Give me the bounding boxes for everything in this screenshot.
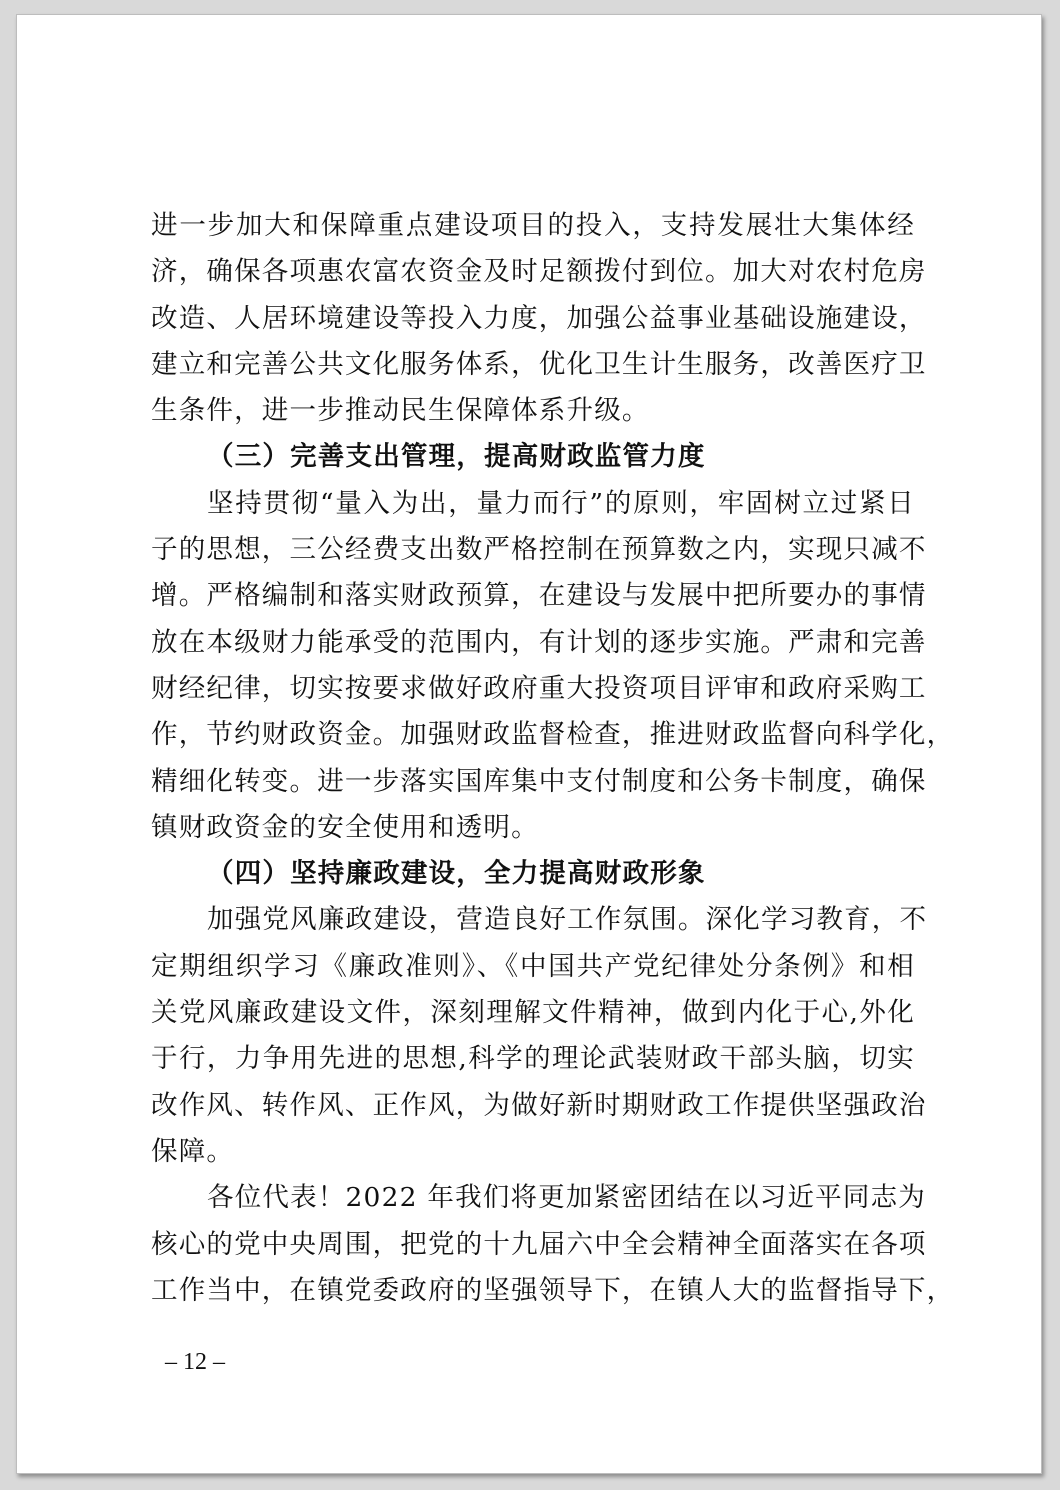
- text-line: 增。严格编制和落实财政预算，在建设与发展中把所要办的事情: [151, 580, 927, 612]
- text-line: 生条件，进一步推动民生保障体系升级。: [151, 395, 650, 427]
- text-line: 作，节约财政资金。加强财政监督检查，推进财政监督向科学化，: [151, 719, 955, 751]
- section-heading-4: （四）坚持廉政建设，全力提高财政形象: [207, 858, 706, 890]
- paragraph-4: [151, 1175, 955, 1314]
- text-line: 保障。: [151, 1135, 235, 1167]
- text-line: 加强党风廉政建设，营造良好工作氛围。深化学习教育，不: [207, 904, 928, 936]
- document-page: [16, 14, 1042, 1474]
- text-line: 核心的党中央周围，把党的十九届六中全会精神全面落实在各项: [151, 1228, 927, 1260]
- paragraph-1: [151, 203, 927, 434]
- text-line: 精细化转变。进一步落实国库集中支付制度和公务卡制度，确保: [151, 765, 927, 797]
- page-number: – 12 –: [165, 1349, 225, 1375]
- body-text: [151, 203, 955, 1314]
- paragraph-2: [151, 481, 955, 851]
- text-line: 建立和完善公共文化服务体系，优化卫生计生服务，改善医疗卫: [151, 348, 927, 380]
- text-line: 进一步加大和保障重点建设项目的投入，支持发展壮大集体经: [151, 210, 915, 241]
- text-line: 工作当中，在镇党委政府的坚强领导下，在镇人大的监督指导下，: [151, 1274, 955, 1306]
- text-line: 子的思想，三公经费支出数严格控制在预算数之内，实现只减不: [151, 534, 927, 566]
- text-line: 财经纪律，切实按要求做好政府重大投资项目评审和政府采购工: [151, 672, 927, 704]
- text-line: 改作风、转作风、正作风，为做好新时期财政工作提供坚强政治: [151, 1089, 927, 1121]
- text-line: 关党风廉政建设文件，深刻理解文件精神，做到内化于心,外化: [151, 997, 915, 1029]
- text-line: 改造、人居环境建设等投入力度，加强公益事业基础设施建设，: [151, 302, 927, 334]
- text-line: 定期组织学习《廉政准则》、《中国共产党纪律处分条例》和相: [151, 950, 915, 982]
- section-heading-3: （三）完善支出管理，提高财政监管力度: [207, 441, 706, 473]
- text-line: 各位代表！2022 年我们将更加紧密团结在以习近平同志为: [207, 1182, 926, 1214]
- text-line: 于行，力争用先进的思想,科学的理论武装财政干部头脑，切实: [151, 1043, 915, 1075]
- paragraph-3: [151, 897, 928, 1175]
- text-line: 镇财政资金的安全使用和透明。: [151, 811, 539, 843]
- text-line: 坚持贯彻“量入为出，量力而行”的原则，牢固树立过紧日: [207, 487, 915, 519]
- text-line: 济，确保各项惠农富农资金及时足额拨付到位。加大对农村危房: [151, 256, 927, 288]
- text-line: 放在本级财力能承受的范围内，有计划的逐步实施。严肃和完善: [151, 626, 927, 658]
